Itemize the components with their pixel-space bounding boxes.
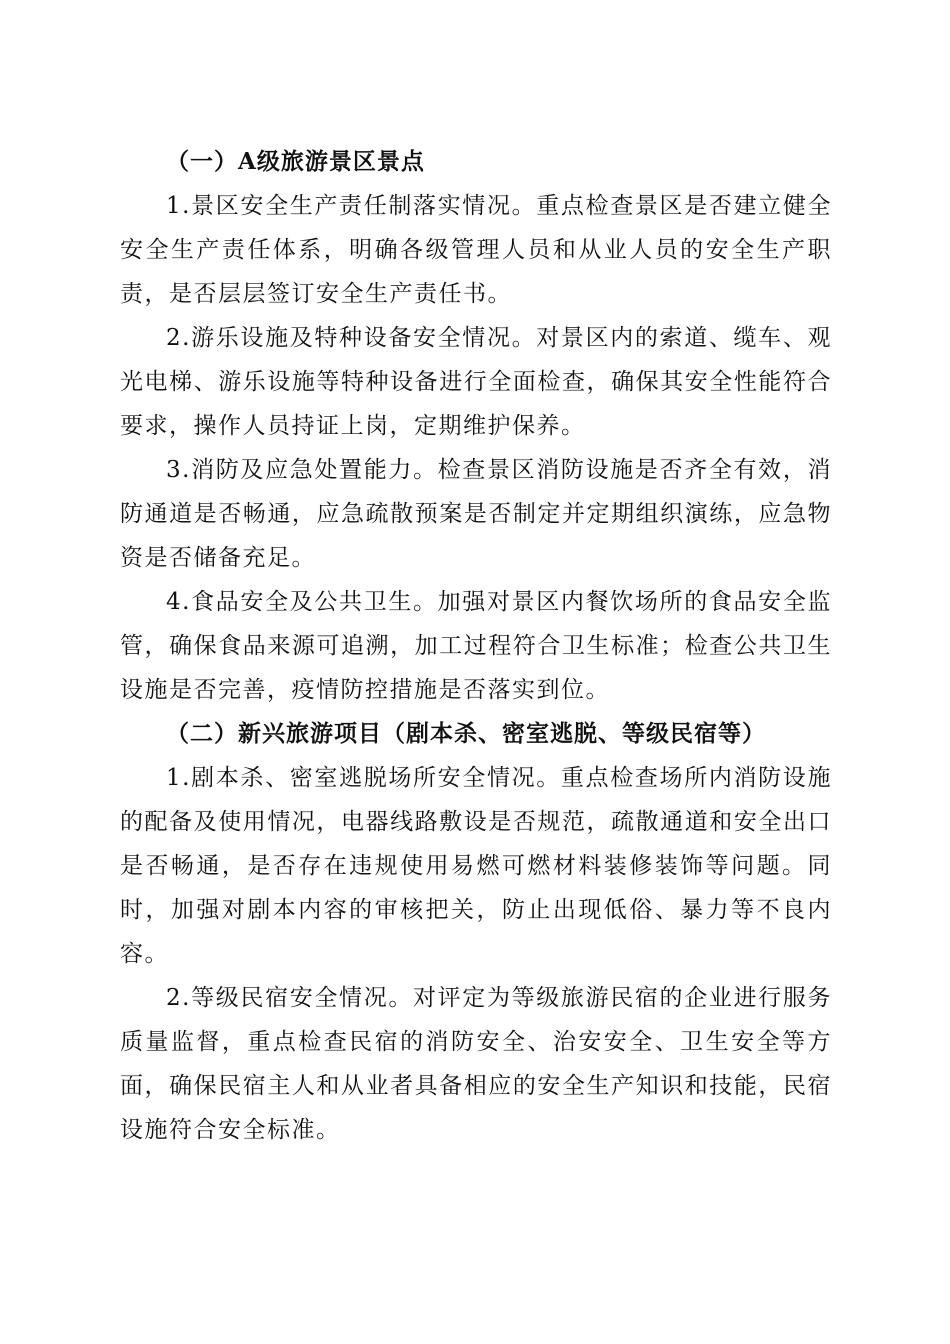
paragraph-responsibility-system: 1.景区安全生产责任制落实情况。重点检查景区是否建立健全安全生产责任体系，明确各级管理人员和从业人员的安全生产职责，是否层层签订安全生产责任书。 xyxy=(120,193,832,307)
section-heading-new-tourism-projects: （二）新兴旅游项目（剧本杀、密室逃脱、等级民宿等） xyxy=(166,720,766,747)
paragraph-graded-homestay: 2.等级民宿安全情况。对评定为等级旅游民宿的企业进行服务质量监督，重点检查民宿的消防安全、治安安全、卫生安全等方面，确保民宿主人和从业者具备相应的安全生产知识和技能，民宿设施符合安全标准。 xyxy=(120,985,832,1143)
section-heading-a-level-scenic-spots: （一）A级旅游景区景点 xyxy=(166,148,425,175)
paragraph-food-public-health: 4.食品安全及公共卫生。加强对景区内餐饮场所的食品安全监管，确保食品来源可追溯，加工过程符合卫生标准；检查公共卫生设施是否完善，疫情防控措施是否落实到位。 xyxy=(120,589,832,703)
paragraph-script-escape-room: 1.剧本杀、密室逃脱场所安全情况。重点检查场所内消防设施的配备及使用情况，电器线路敷设是否规范，疏散通道和安全出口是否畅通，是否存在违规使用易燃可燃材料装修装饰等问题。同时，加强对剧本内容的审核把关，防止出现低俗、暴力等不良内容。 xyxy=(120,765,832,967)
document-body xyxy=(120,140,832,1152)
paragraph-fire-emergency: 3.消防及应急处置能力。检查景区消防设施是否齐全有效，消防通道是否畅通，应急疏散预案是否制定并定期组织演练，应急物资是否储备充足。 xyxy=(120,457,832,571)
paragraph-amusement-special-equipment: 2.游乐设施及特种设备安全情况。对景区内的索道、缆车、观光电梯、游乐设施等特种设备进行全面检查，确保其安全性能符合要求，操作人员持证上岗，定期维护保养。 xyxy=(120,325,832,439)
